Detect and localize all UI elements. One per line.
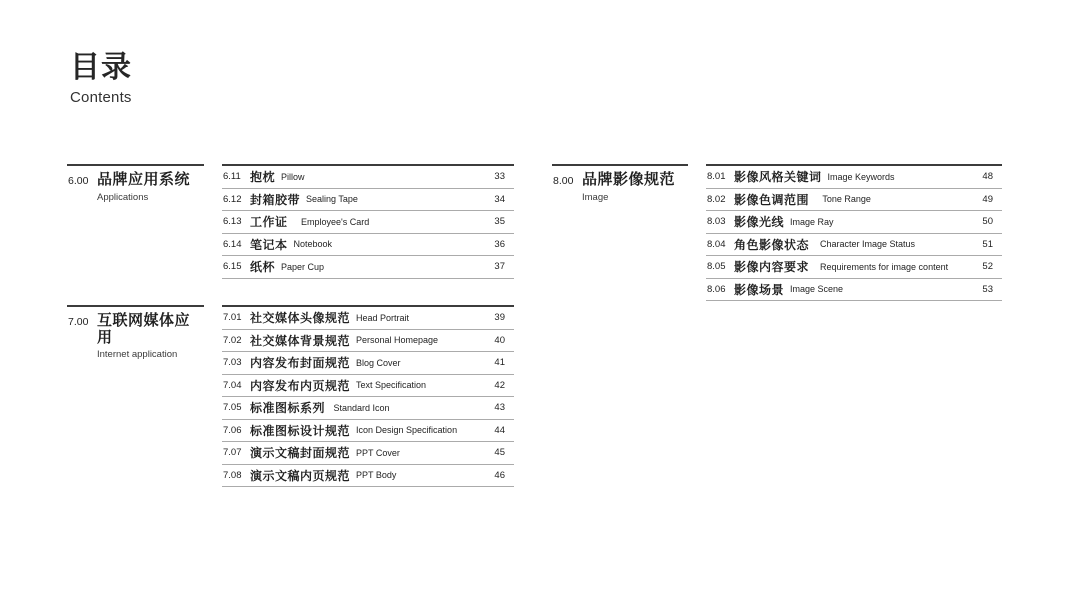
toc-item-row [222, 375, 514, 398]
item-title-en: Head Portrait [356, 312, 410, 323]
toc-item-row [222, 465, 514, 488]
section-title-zh: 互联网媒体应用 [97, 312, 191, 346]
section-title-en: Internet application [97, 349, 178, 360]
item-title-zh: 抱枕 [250, 170, 276, 185]
item-number: 7.03 [223, 357, 242, 369]
item-number: 6.14 [223, 238, 242, 250]
section-header-image [552, 164, 688, 203]
item-title-en: Paper Cup [281, 261, 325, 272]
item-title-en: Pillow [281, 171, 305, 182]
item-title-zh: 影像场景 [734, 282, 785, 297]
item-page-number: 49 [982, 193, 993, 205]
item-page-number: 39 [494, 312, 505, 324]
section-title-zh: 品牌影像规范 [582, 171, 676, 188]
toc-item-row [222, 420, 514, 443]
item-number: 6.15 [223, 261, 242, 273]
item-number: 8.05 [707, 261, 726, 273]
item-number: 6.13 [223, 216, 242, 228]
item-title-en: Tone Range [815, 194, 871, 205]
item-title-zh: 影像内容要求 [734, 260, 810, 275]
item-title-zh: 内容发布内页规范 [250, 378, 351, 393]
toc-item-row [706, 166, 1002, 189]
item-page-number: 35 [494, 216, 505, 228]
item-title-zh: 社交媒体头像规范 [250, 311, 351, 326]
toc-item-row [222, 442, 514, 465]
item-number: 7.01 [223, 312, 242, 324]
item-number: 7.07 [223, 447, 242, 459]
item-title-en: Image Keywords [827, 171, 895, 182]
toc-item-row [706, 256, 1002, 279]
item-title-zh: 影像风格关键词 [734, 170, 822, 185]
toc-item-row [222, 307, 514, 330]
item-title-en: Image Scene [790, 284, 844, 295]
item-page-number: 46 [494, 469, 505, 481]
toc-item-row [222, 352, 514, 375]
item-page-number: 43 [494, 402, 505, 414]
item-title-zh: 演示文稿封面规范 [250, 446, 351, 461]
item-title-zh: 工作证 [250, 215, 288, 230]
page-title-block [70, 52, 132, 106]
item-title-zh: 社交媒体背景规范 [250, 333, 351, 348]
item-title-zh: 笔记本 [250, 237, 288, 252]
section-title-zh: 品牌应用系统 [97, 171, 191, 188]
item-title-en: Character Image Status [815, 239, 916, 250]
item-title-en: Notebook [293, 239, 333, 250]
toc-item-row [222, 166, 514, 189]
section-number: 6.00 [68, 175, 89, 187]
item-title-en: Icon Design Specification [356, 425, 458, 436]
item-page-number: 40 [494, 334, 505, 346]
item-title-en: Requirements for image content [815, 261, 949, 272]
toc-item-row [222, 330, 514, 353]
item-page-number: 36 [494, 238, 505, 250]
section-titles [97, 172, 190, 203]
item-number: 8.02 [707, 193, 726, 205]
toc-item-row [706, 189, 1002, 212]
item-page-number: 52 [982, 261, 993, 273]
item-title-en: Personal Homepage [356, 335, 439, 346]
toc-item-row [222, 211, 514, 234]
toc-item-row [706, 234, 1002, 257]
section-number: 8.00 [553, 175, 574, 187]
item-page-number: 33 [494, 171, 505, 183]
section-titles [582, 172, 675, 203]
toc-list-internet-application [222, 305, 514, 487]
item-title-en: Employee's Card [293, 216, 370, 227]
item-title-en: Standard Icon [331, 402, 390, 413]
item-page-number: 44 [494, 424, 505, 436]
item-page-number: 50 [982, 216, 993, 228]
item-number: 6.11 [223, 171, 241, 183]
item-title-zh: 封箱胶带 [250, 192, 301, 207]
section-title-en: Applications [97, 191, 149, 203]
item-page-number: 37 [494, 261, 505, 273]
item-title-zh: 角色影像状态 [734, 237, 810, 252]
item-number: 8.03 [707, 216, 726, 228]
item-title-en: PPT Cover [356, 447, 400, 458]
item-number: 8.01 [707, 171, 726, 183]
item-title-en: Blog Cover [356, 357, 401, 368]
item-page-number: 48 [982, 171, 993, 183]
item-number: 7.06 [223, 424, 242, 436]
toc-item-row [222, 397, 514, 420]
toc-item-row [222, 189, 514, 212]
toc-list-image [706, 164, 1002, 301]
item-title-zh: 纸杯 [250, 260, 276, 275]
toc-item-row [706, 279, 1002, 302]
item-page-number: 42 [494, 379, 505, 391]
toc-item-row [222, 256, 514, 279]
item-title-en: Text Specification [356, 380, 427, 391]
item-number: 8.06 [707, 283, 726, 295]
page-title: 目录 [70, 51, 132, 84]
item-number: 7.04 [223, 379, 242, 391]
item-number: 6.12 [223, 193, 242, 205]
item-title-en: Image Ray [790, 216, 834, 227]
item-page-number: 34 [494, 193, 505, 205]
toc-list-applications [222, 164, 514, 279]
section-titles [97, 313, 204, 360]
item-title-zh: 标准图标系列 [250, 401, 326, 416]
item-page-number: 41 [494, 357, 505, 369]
section-title-en: Image [582, 191, 609, 203]
item-number: 8.04 [707, 238, 726, 250]
page-subtitle: Contents [70, 88, 132, 106]
toc-item-row [222, 234, 514, 257]
item-number: 7.02 [223, 334, 242, 346]
item-title-zh: 演示文稿内页规范 [250, 468, 351, 483]
section-header-applications [67, 164, 204, 203]
item-page-number: 53 [982, 283, 993, 295]
item-page-number: 45 [494, 447, 505, 459]
section-number: 7.00 [68, 316, 89, 328]
section-header-internet-application [67, 305, 204, 360]
item-title-zh: 标准图标设计规范 [250, 423, 351, 438]
item-page-number: 51 [982, 238, 993, 250]
item-title-en: Sealing Tape [306, 194, 358, 205]
item-title-zh: 内容发布封面规范 [250, 356, 351, 371]
item-number: 7.08 [223, 469, 242, 481]
item-number: 7.05 [223, 402, 242, 414]
toc-item-row [706, 211, 1002, 234]
item-title-zh: 影像光线 [734, 215, 785, 230]
item-title-en: PPT Body [356, 470, 397, 481]
item-title-zh: 影像色调范围 [734, 192, 810, 207]
